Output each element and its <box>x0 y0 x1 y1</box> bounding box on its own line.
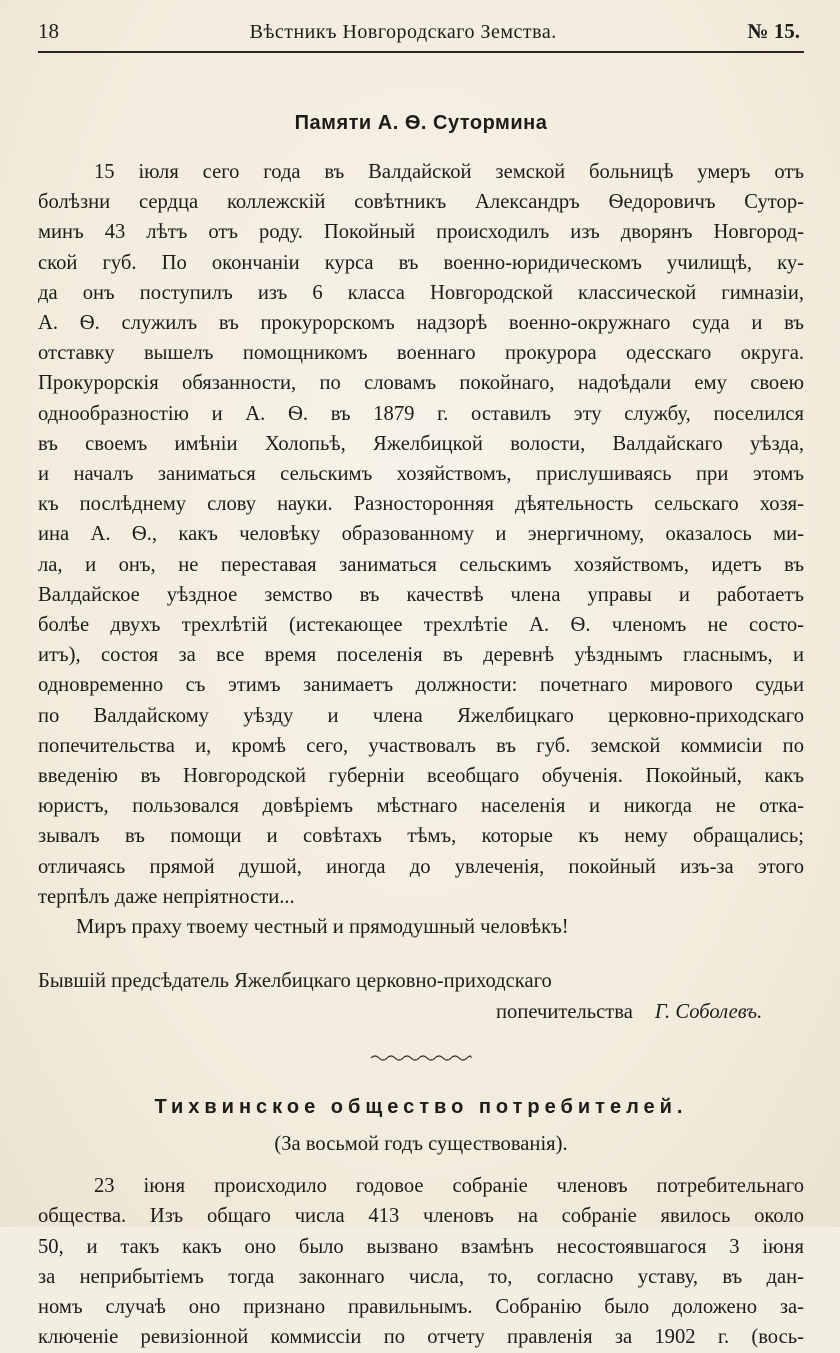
text-line: ской губ. По окончаніи курса въ военно-юридическомъ училищѣ, ку- <box>38 251 804 274</box>
signature-block <box>38 966 804 1028</box>
text-line: болѣзни сердца коллежскій совѣтникъ Александръ Ѳедоровичъ Сутор- <box>38 191 804 214</box>
text-line: одновременно съ этимъ занимаетъ должности: почетнаго мирового судьи <box>38 674 804 697</box>
journal-title: Вѣстникъ Новгородскаго Земства. <box>249 21 557 43</box>
ornamental-divider <box>369 1054 473 1062</box>
text-line: общества. Изъ общаго числа 413 членовъ на собраніе явилось около <box>38 1205 804 1228</box>
article-title-tikhvin: Тихвинское общество потребителей. <box>154 1096 688 1119</box>
signature-role: Бывшій предсѣдатель Яжелбицкаго церковно-приходскаго <box>38 970 552 993</box>
text-line: за неприбытіемъ тогда законнаго числа, то, согласно уставу, въ дан- <box>38 1265 804 1288</box>
signature-role-continued <box>38 997 804 1028</box>
article-body-sutormin <box>38 157 804 942</box>
text-line: по Валдайскому уѣзду и члена Яжелбицкаго церковно-приходскаго <box>38 704 804 727</box>
issue-number: № 15. <box>747 19 800 43</box>
text-line: Прокурорскія обязанности, по словамъ покойнаго, надоѣдали ему своею <box>38 372 804 395</box>
text-line: однообразностію и А. Ѳ. въ 1879 г. оставилъ эту службу, поселился <box>38 402 804 425</box>
text-line: попечительства и, кромѣ сего, участвовалъ въ губ. земской коммисіи по <box>38 734 804 757</box>
article-body-tikhvin <box>38 1171 804 1352</box>
text-line: номъ случаѣ оно признано правильнымъ. Собранію было доложено за- <box>38 1296 804 1319</box>
text-line: да онъ поступилъ изъ 6 класса Новгородской классической гимназіи, <box>38 281 804 304</box>
text-line: 50, и такъ какъ оно было вызвано взамѣнъ несостоявшагося 3 іюня <box>38 1235 804 1258</box>
page-number: 18 <box>38 19 59 43</box>
text-line: къ послѣднему слову науки. Разносторонняя дѣятельность сельскаго хозя- <box>38 493 804 516</box>
text-line: юристъ, пользовался довѣріемъ мѣстнаго населенія и никогда не отка- <box>38 795 804 818</box>
text-line: болѣе двухъ трехлѣтій (истекающее трехлѣтіе А. Ѳ. членомъ не состо- <box>38 614 804 637</box>
text-line: терпѣлъ даже непріятности... <box>38 885 295 908</box>
signature-role-2: попечительства <box>496 1001 633 1024</box>
article-title-sutormin: Памяти А. Ѳ. Сутормина <box>294 112 548 134</box>
text-line: введенію въ Новгородской губерніи всеобщаго обученія. Покойный, какъ <box>38 765 804 788</box>
text-line: 23 іюня происходило годовое собраніе членовъ потребительнаго <box>94 1175 804 1198</box>
text-line: ла, и онъ, не переставая заниматься сельскимъ хозяйствомъ, идетъ въ <box>38 553 804 576</box>
signature-author: Г. Соболевъ. <box>654 1001 763 1024</box>
text-line: Миръ праху твоему честный и прямодушный человѣкъ! <box>76 916 569 939</box>
text-line: зывалъ въ помощи и совѣтахъ тѣмъ, которые къ нему обращались; <box>38 825 804 848</box>
text-line: минъ 43 лѣтъ отъ роду. Покойный происходилъ изъ дворянъ Новгород- <box>38 221 804 244</box>
article-subtitle-tikhvin: (За восьмой годъ существованія). <box>274 1133 568 1156</box>
running-header <box>38 16 804 53</box>
text-line: Валдайское уѣздное земство въ качествѣ члена управы и работаетъ <box>38 583 804 606</box>
text-line: ина А. Ѳ., какъ человѣку образованному и энергичному, оказалось ми- <box>38 523 804 546</box>
text-line: 15 іюля сего года въ Валдайской земской больницѣ умеръ отъ <box>94 161 804 183</box>
text-line: ключеніе ревизіонной коммиссіи по отчету правленія за 1902 г. (вось- <box>38 1326 804 1349</box>
text-line: отставку вышелъ помощникомъ военнаго прокурора одесскаго округа. <box>38 342 804 365</box>
text-line: въ своемъ имѣніи Холопьѣ, Яжелбицкой волости, Валдайскаго уѣзда, <box>38 432 804 455</box>
text-line: итъ), состоя за все время поселенія въ деревнѣ уѣзднымъ гласнымъ, и <box>38 644 804 667</box>
text-line: и началъ заниматься сельскимъ хозяйствомъ, прислушиваясь при этомъ <box>38 463 804 486</box>
text-line: А. Ѳ. служилъ въ прокурорскомъ надзорѣ военно-окружнаго суда и въ <box>38 312 804 335</box>
text-line: отличаясь прямой душой, иногда до увлеченія, покойный изъ-за этого <box>38 855 804 878</box>
